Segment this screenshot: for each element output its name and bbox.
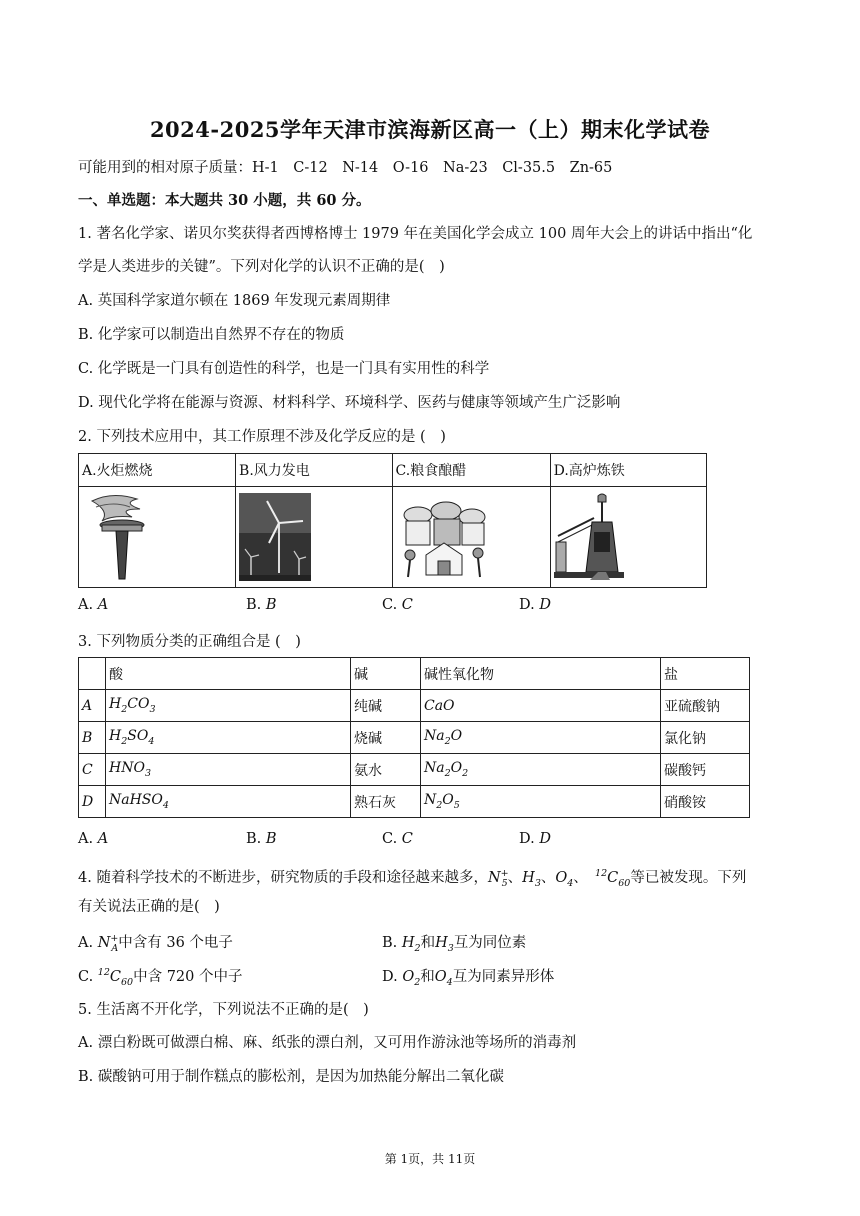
q2-stem: 2. 下列技术应用中，其工作原理不涉及化学反应的是 ( ) <box>78 429 446 445</box>
q4-option-b: B. $H_2$和$H_3$互为同位素 <box>382 935 527 954</box>
q3-acid-d: NaHSO$_4$ <box>106 786 351 818</box>
q3-salt-d: 硝酸铵 <box>661 786 750 818</box>
q3-option-a: A. A <box>78 831 109 847</box>
section-heading: 一、单选题：本大题共 30 小题，共 60 分。 <box>78 192 371 209</box>
q5-stem: 5. 生活离不开化学，下列说法不正确的是( ) <box>78 1002 369 1018</box>
q2-header-c: C.粮食酿醋 <box>392 454 550 487</box>
q5-option-b: B. 碳酸钠可用于制作糕点的膨松剂，是因为加热能分解出二氧化碳 <box>78 1069 504 1085</box>
q3-option-b: B. B <box>246 831 277 847</box>
q4-option-c: C. $^{12}C_{60}$中含 720 个中子 <box>78 967 243 988</box>
q1-option-c: C. 化学既是一门具有创造性的科学，也是一门具有实用性的科学 <box>78 361 490 377</box>
q3-acid-b: $H_2SO_4$ <box>106 722 351 754</box>
q3-option-c: C. C <box>382 831 413 847</box>
q1-option-d: D. 现代化学将在能源与资源、材料科学、环境科学、医药与健康等领域产生广泛影响 <box>78 395 621 411</box>
q2-header-a: A.火炬燃烧 <box>79 454 236 487</box>
q1-option-a: A. 英国科学家道尔顿在 1869 年发现元素周期律 <box>78 293 391 309</box>
q4-stem-line1: 4. 随着科学技术的不断进步，研究物质的手段和途径越来越多，$N^+_5$、$H_3$、$O_4$、 $^{12}C_{60}$等已被发现。下列 <box>78 868 747 889</box>
q2-cell-wind <box>236 487 393 588</box>
q1-stem-line2: 学是人类进步的关键”。下列对化学的认识不正确的是( ) <box>78 259 445 275</box>
q2-option-a: A. A <box>78 597 109 613</box>
q2-option-b: B. B <box>246 597 277 613</box>
q3-oxide-b: $Na_2O$ <box>421 722 661 754</box>
table-row <box>79 690 750 722</box>
q4-option-d: D. $O_2$和$O_4$互为同素异形体 <box>382 969 555 988</box>
q3-row-label: B <box>79 722 106 754</box>
q2-cell-vinegar <box>392 487 550 588</box>
vinegar-brewing-image <box>396 493 492 581</box>
q3-base-b: 烧碱 <box>351 722 421 754</box>
q3-header-oxide: 碱性氧化物 <box>421 658 661 690</box>
q3-oxide-c: $Na_2O_2$ <box>421 754 661 786</box>
q3-salt-c: 碳酸钙 <box>661 754 750 786</box>
q3-stem: 3. 下列物质分类的正确组合是 ( ) <box>78 634 301 650</box>
table-row <box>79 786 750 818</box>
blast-furnace-image <box>554 492 624 582</box>
q3-row-label: A <box>79 690 106 722</box>
q2-option-d: D. D <box>519 597 551 613</box>
q3-header-blank <box>79 658 106 690</box>
q3-header-acid: 酸 <box>106 658 351 690</box>
wind-turbine-image <box>239 493 311 581</box>
q2-header-b: B.风力发电 <box>236 454 393 487</box>
q4-stem-line2: 有关说法正确的是( ) <box>78 899 220 915</box>
q3-base-c: 氨水 <box>351 754 421 786</box>
q3-table <box>78 657 750 818</box>
q1-stem-line1: 1. 著名化学家、诺贝尔奖获得者西博格博士 1979 年在美国化学会成立 100 周年大会上的讲话中指出“化 <box>78 226 753 242</box>
q3-salt-b: 氯化钠 <box>661 722 750 754</box>
q3-salt-a: 亚硫酸钠 <box>661 690 750 722</box>
q3-oxide-a: CaO <box>421 690 661 722</box>
page-footer: 第 1页，共 11页 <box>384 1152 476 1166</box>
torch-image <box>82 491 162 583</box>
q3-header-salt: 盐 <box>661 658 750 690</box>
table-row <box>79 754 750 786</box>
q2-option-c: C. C <box>382 597 413 613</box>
q3-base-d: 熟石灰 <box>351 786 421 818</box>
q2-cell-furnace <box>550 487 706 588</box>
q3-header-base: 碱 <box>351 658 421 690</box>
table-row <box>79 722 750 754</box>
q2-header-d: D.高炉炼铁 <box>550 454 706 487</box>
q2-table <box>78 453 707 588</box>
atomic-masses-note: 可能用到的相对原子质量：H-1 C-12 N-14 O-16 Na-23 Cl-35.5 Zn-65 <box>78 160 613 176</box>
q3-oxide-d: $N_2O_5$ <box>421 786 661 818</box>
q1-option-b: B. 化学家可以制造出自然界不存在的物质 <box>78 327 345 343</box>
q3-row-label: C <box>79 754 106 786</box>
q5-option-a: A. 漂白粉既可做漂白棉、麻、纸张的漂白剂，又可用作游泳池等场所的消毒剂 <box>78 1035 577 1051</box>
q2-cell-torch <box>79 487 236 588</box>
q4-option-a: A. $N^+_A$中含有 36 个电子 <box>78 933 233 954</box>
q3-option-d: D. D <box>519 831 551 847</box>
q3-acid-a: $H_2CO_3$ <box>106 690 351 722</box>
q3-base-a: 纯碱 <box>351 690 421 722</box>
q3-row-label: D <box>79 786 106 818</box>
exam-title: 2024-2025学年天津市滨海新区高一（上）期末化学试卷 <box>149 117 711 142</box>
q3-acid-c: $HNO_3$ <box>106 754 351 786</box>
